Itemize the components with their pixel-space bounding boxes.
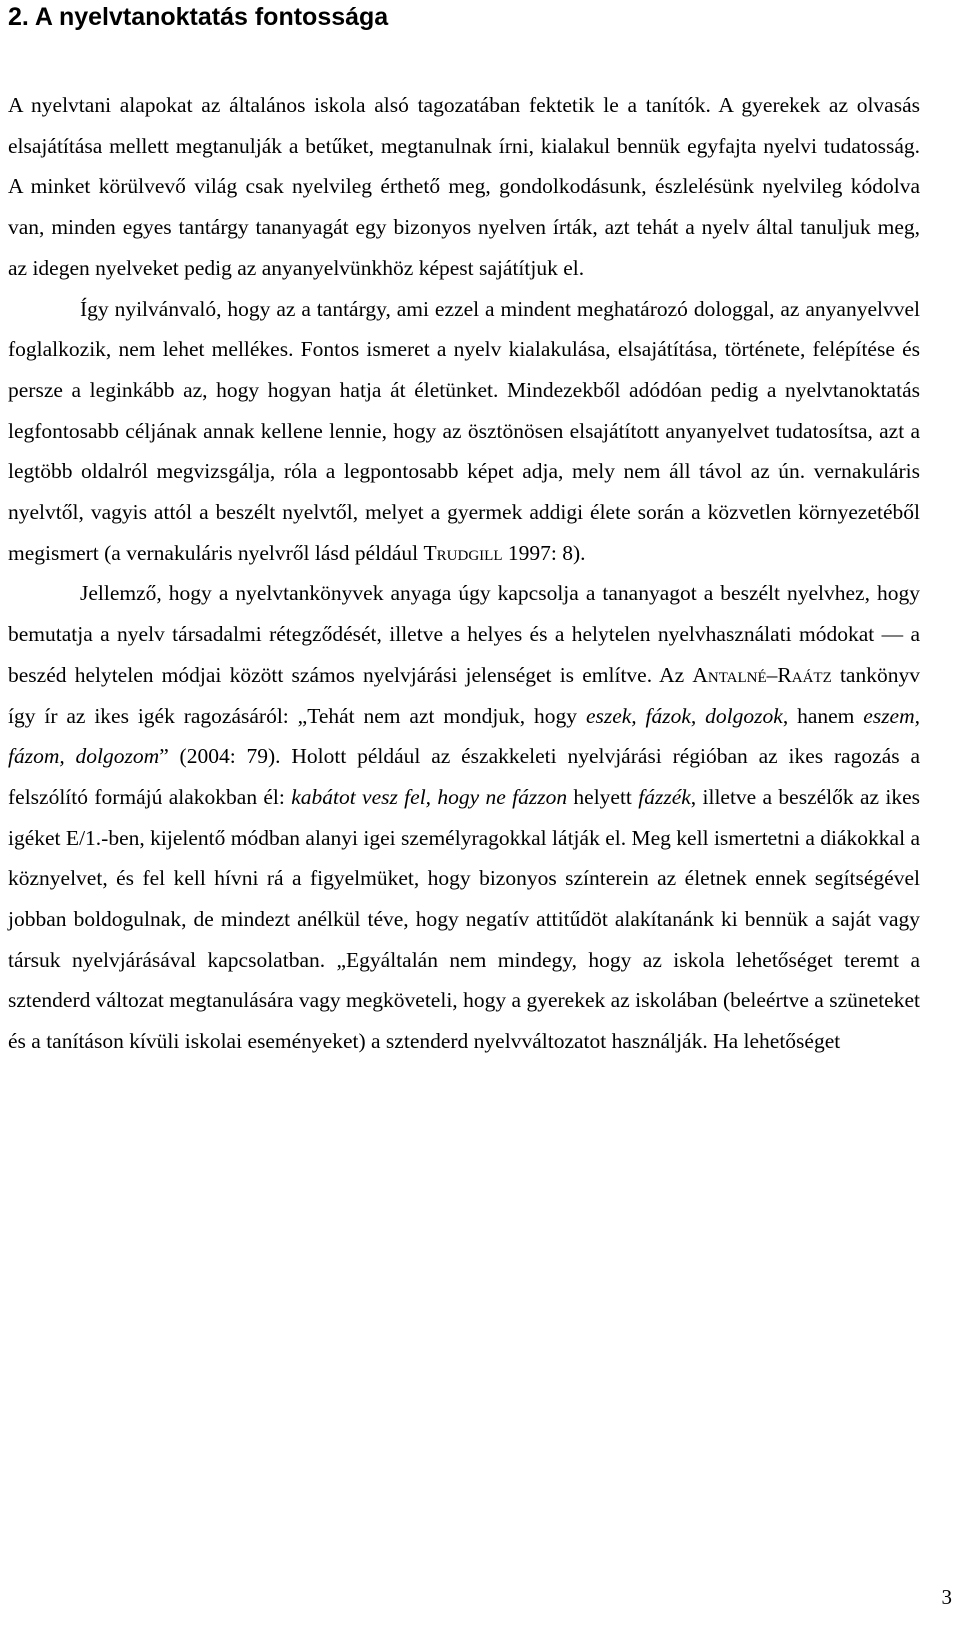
paragraph-3-text: , illetve a beszélők az ikes igéket E/1.-ben, kijelentő módban alanyi igei személyragokkal látják el. Meg kell ismertetni a diákokkal a köznyelvet, és fel kell hívni rá a figyelmüket, hogy bizonyos színterein az életnek ennek segítségével jobban boldogulnak, de mindezt anélkül téve, hogy negatív attitűdöt alakítanánk ki bennük a saját vagy társuk nyelvjárásával kapcsolatban. „Egyáltalán nem mindegy, hogy az iskola lehetőséget teremt a sztenderd változat megtanulására vagy megköveteli, hogy a gyerekek az iskolában (beleértve a szüneteket és a tanításon kívüli iskolai eseményeket) a sztenderd nyelvváltozatot használják. Ha lehetőséget <box>8 784 921 1054</box>
italic-example: kabátot vesz fel, hogy ne fázzon <box>291 784 568 809</box>
paragraph-3-text: Jellemző, hogy a nyelvtankönyvek anyaga úgy kapcsolja a tananyagot a beszélt nyelvhez, hogy bemutatja a nyelv társadalmi rétegződését, illetve a helyes és a helytelen nyelvhasználati módokat — a beszéd helytelen módjai között számos nyelvjárási jelenséget is említve. Az <box>8 581 920 687</box>
italic-example: eszek, fázok, dolgozok <box>585 703 783 728</box>
citation-author: Trudgill <box>423 540 503 565</box>
section-heading: 2. A nyelvtanoktatás fontossága <box>8 3 389 31</box>
paragraph-3-text: , hanem <box>782 703 864 728</box>
paragraph-3-text: tankönyv így ír az ikes igék ragozásáról: „Tehát nem azt mondjuk, hogy <box>8 662 920 728</box>
paragraph-2-text-end: 1997: 8). <box>502 540 586 565</box>
body-text <box>8 85 920 1062</box>
paragraph-3 <box>8 573 920 1061</box>
paragraph-3-text: ” (2004: 79). Holott például az északkeleti nyelvjárási régióban az ikes ragozás a felszólító formájú alakokban él: <box>8 744 920 809</box>
paragraph-2 <box>8 289 920 574</box>
italic-example: eszem, fázom, dolgozom <box>8 703 921 769</box>
page-number: 3 <box>941 1585 952 1609</box>
paragraph-1-text: A nyelvtani alapokat az általános iskola alsó tagozatában fektetik le a tanítók. A gyerekek az olvasás elsajátítása mellett megtanulják a betűket, megtanulnak írni, kialakul bennük egyfajta nyelvi tudatosság. A minket körülvevő világ csak nyelvileg érthető meg, gondolkodásunk, észlelésünk nyelvileg kódolva van, minden egyes tantárgy tananyagát egy bizonyos nyelven írták, azt tehát a nyelv által tanuljuk meg, az idegen nyelveket pedig az anyanyelvünkhöz képest sajátítjuk el. <box>8 93 920 280</box>
paragraph-3-text: helyett <box>567 784 639 809</box>
italic-example: fázzék <box>638 784 691 809</box>
paragraph-2-text: Így nyilvánvaló, hogy az a tantárgy, ami ezzel a mindent meghatározó dologgal, az anyanyelvvel foglalkozik, nem lehet mellékes. Fontos ismeret a nyelv kialakulása, elsajátítása, története, felépítése és persze a leginkább az, hogy hogyan hatja át életünket. Mindezekből adódóan pedig a nyelvtanoktatás legfontosabb céljának annak kellene lennie, hogy az ösztönösen elsajátított anyanyelvet tudatosítsa, azt a legtöbb oldalról megvizsgálja, róla a legpontosabb képet adja, mely nem áll távol az ún. vernakuláris nyelvtől, vagyis attól a beszélt nyelvtől, melyet a gyermek addigi élete során a közvetlen környezetéből megismert (a vernakuláris nyelvről lásd például <box>8 296 920 565</box>
paragraph-1 <box>8 85 920 289</box>
citation-author: Antalné–Raátz <box>692 662 832 687</box>
